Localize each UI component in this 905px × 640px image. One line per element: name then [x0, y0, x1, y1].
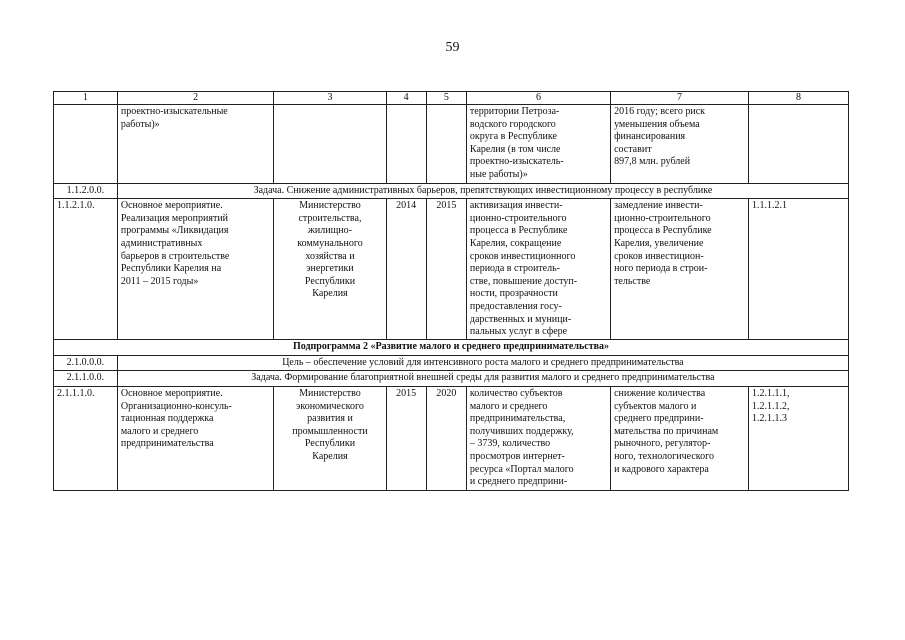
result-text: активизация инвести- ционно-строительного процесса в Республике Карелия, сокращение сроков инвестиционного периода в строитель- стве, повышение доступ- ности, прозрачности предоставления госу- дарственных и муници- пальных услуг в сфере — [469, 200, 578, 338]
table-row — [54, 386, 849, 490]
subprogram-title: Подпрограмма 2 «Развитие малого и среднего предпринимательства» — [54, 340, 849, 356]
goal-code-cell: 2.1.0.0.0. — [54, 355, 118, 371]
consequence-cell: замедление инвести- ционно-строительного процесса в Республике Карелия, увеличение сроков инвестицион- ного периода в строи- тельстве — [611, 199, 749, 340]
task-row — [54, 183, 849, 199]
subprogram-row — [54, 340, 849, 356]
indicator-cell: 1.2.1.1.1, 1.2.1.1.2, 1.2.1.1.3 — [749, 386, 849, 490]
consequence-cell: снижение количества субъектов малого и среднего предприни- мательства по причинам рыночного, регулятор- ного, технологического и кадрового характера — [611, 386, 749, 490]
header-cell: 5 — [426, 92, 466, 105]
task-text-cell: Задача. Снижение административных барьеров, препятствующих инвестиционному процессу в республике — [117, 183, 848, 199]
document-table — [53, 91, 849, 491]
task-row — [54, 371, 849, 387]
table-row — [54, 105, 849, 184]
activity-cell: Основное мероприятие. Организационно-консуль- тационная поддержка малого и среднего предпринимательства — [117, 386, 274, 490]
consequence-cell: 2016 году; всего риск уменьшения объема финансирования составит 897,8 млн. рублей — [611, 105, 749, 184]
executor-cell: Министерство строительства, жилищно- коммунального хозяйства и энергетики Республики Карелия — [274, 199, 386, 340]
task-text-cell: Задача. Формирование благоприятной внешней среды для развития малого и среднего предпринимательства — [117, 371, 848, 387]
start-year-cell: 2015 — [386, 386, 426, 490]
start-year-cell: 2014 — [386, 199, 426, 340]
goal-text-cell: Цель – обеспечение условий для интенсивного роста малого и среднего предпринимательства — [117, 355, 848, 371]
goal-row — [54, 355, 849, 371]
indicator-cell: 1.1.1.2.1 — [749, 199, 849, 340]
activity-cell: проектно-изыскательные работы)» — [117, 105, 274, 184]
header-cell: 8 — [749, 92, 849, 105]
code-cell: 1.1.2.1.0. — [54, 199, 118, 340]
result-cell: территории Петроза- водского городского округа в Республике Карелия (в том числе проектно-изыскатель- ные работы)» — [466, 105, 610, 184]
page-number: 59 — [445, 40, 460, 55]
header-cell: 4 — [386, 92, 426, 105]
executor-cell — [274, 105, 386, 184]
table-row — [54, 199, 849, 340]
header-cell: 7 — [611, 92, 749, 105]
end-year-cell: 2015 — [426, 199, 466, 340]
table-header-row — [54, 92, 849, 105]
executor-cell: Министерство экономического развития и промышленности Республики Карелия — [274, 386, 386, 490]
code-cell — [54, 105, 118, 184]
code-cell: 2.1.1.1.0. — [54, 386, 118, 490]
start-year-cell — [386, 105, 426, 184]
indicator-cell — [749, 105, 849, 184]
end-year-cell: 2020 — [426, 386, 466, 490]
header-cell: 6 — [466, 92, 610, 105]
end-year-cell — [426, 105, 466, 184]
task-code-cell: 2.1.1.0.0. — [54, 371, 118, 387]
result-cell — [466, 386, 610, 490]
header-cell: 3 — [274, 92, 386, 105]
result-cell — [466, 199, 610, 340]
activity-cell: Основное мероприятие. Реализация мероприятий программы «Ликвидация административных барьеров в строительстве Республики Карелия на 2011 – 2015 годы» — [117, 199, 274, 340]
header-cell: 2 — [117, 92, 274, 105]
task-code-cell: 1.1.2.0.0. — [54, 183, 118, 199]
header-cell: 1 — [54, 92, 118, 105]
result-text: количество субъектов малого и среднего предпринимательства, получивших поддержку, – 3739, количество просмотров интернет- ресурса «Портал малого и среднего предприни- — [469, 387, 574, 488]
